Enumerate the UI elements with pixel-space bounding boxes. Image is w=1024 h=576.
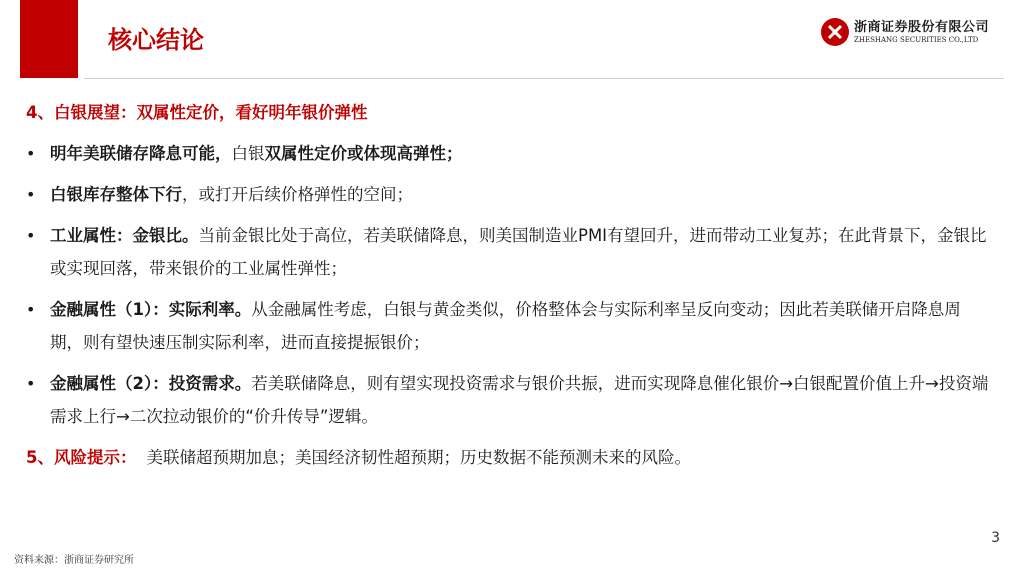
bullet-dot-icon: • bbox=[26, 144, 36, 163]
bullet-item-4 bbox=[26, 293, 992, 359]
bullet-dot-icon: • bbox=[26, 374, 36, 393]
source-note: 资料来源：浙商证券研究所 bbox=[14, 555, 134, 566]
bullet-bold-text: 白银库存整体下行 bbox=[50, 185, 182, 204]
bullet-normal-text: 从金融属性考虑，白银与黄金类似，价格整体会与实际利率呈反向变动；因此若美联储开启降息周期，则有望快速压制实际利率，进而直接提振银价； bbox=[50, 300, 961, 352]
bullet-dot-icon: • bbox=[26, 226, 36, 245]
bullet-item-3 bbox=[26, 219, 992, 285]
bullet-text bbox=[50, 367, 992, 433]
bullet-bold-text-2: 双属性定价或体现高弹性； bbox=[264, 144, 463, 163]
header-divider bbox=[84, 78, 1004, 79]
page-title: 核心结论 bbox=[108, 26, 204, 54]
logo-company-name-cn: 浙商证券股份有限公司 bbox=[854, 19, 990, 35]
bullet-item-1 bbox=[26, 137, 992, 170]
bullet-dot-icon: • bbox=[26, 300, 36, 319]
logo-company-name-en: ZHESHANG SECURITIES CO.,LTD bbox=[854, 35, 979, 44]
risk-text: 美联储超预期加息；美国经济韧性超预期；历史数据不能预测未来的风险。 bbox=[146, 448, 691, 467]
bullet-normal-text: 当前金银比处于高位，若美联储降息，则美国制造业PMI有望回升，进而带动工业复苏；在此背景下，金银比或实现回落，带来银价的工业属性弹性； bbox=[50, 226, 987, 278]
slide-content bbox=[26, 96, 992, 474]
bullet-dot-icon: • bbox=[26, 185, 36, 204]
bullet-item-2 bbox=[26, 178, 992, 211]
bullet-text bbox=[50, 293, 992, 359]
company-logo bbox=[820, 14, 1000, 50]
corner-accent-block bbox=[20, 0, 78, 78]
bullet-item-5 bbox=[26, 367, 992, 433]
bullet-normal-text: 若美联储降息，则有望实现投资需求与银价共振，进而实现降息催化银价→白银配置价值上升→投资端需求上行→二次拉动银价的“价升传导”逻辑。 bbox=[50, 374, 989, 426]
bullet-text bbox=[50, 219, 992, 285]
bullet-text bbox=[50, 178, 992, 211]
bullet-bold-text: 明年美联储存降息可能， bbox=[50, 144, 232, 163]
bullet-normal-text: 白银 bbox=[231, 144, 265, 163]
bullet-text bbox=[50, 137, 992, 170]
bullet-bold-text: 工业属性：金银比。 bbox=[50, 226, 199, 245]
risk-label: 5、风险提示： bbox=[26, 448, 137, 467]
bullet-bold-text: 金融属性（2）：投资需求。 bbox=[50, 374, 252, 393]
page-number: 3 bbox=[991, 530, 1000, 546]
bullet-normal-text: ，或打开后续价格弹性的空间； bbox=[182, 185, 413, 204]
section-heading-4: 4、白银展望：双属性定价，看好明年银价弹性 bbox=[26, 103, 368, 122]
zheshang-logo-icon bbox=[820, 17, 850, 47]
section-heading-5 bbox=[26, 441, 992, 474]
bullet-bold-text: 金融属性（1）：实际利率。 bbox=[50, 300, 252, 319]
